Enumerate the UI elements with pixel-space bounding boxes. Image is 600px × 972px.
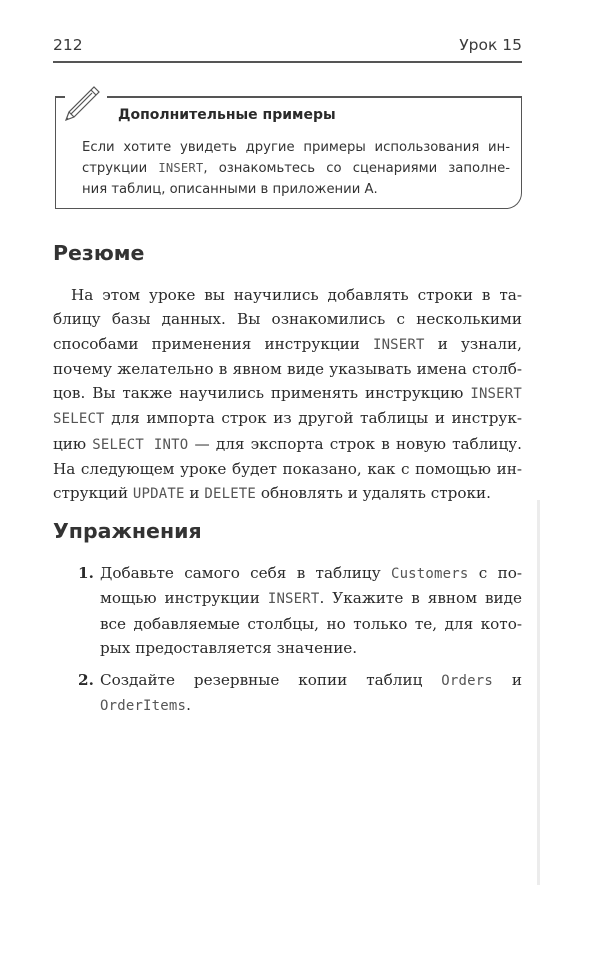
code-insert: INSERT [372,336,425,353]
paragraph-line: почему желательно в явном виде указывать имена столб- [53,359,522,378]
code-orders: Orders [441,673,493,690]
code-delete: DELETE [204,486,257,503]
exercise-item [78,668,522,719]
exercise-number: 1. [78,564,94,582]
note-body [82,137,510,200]
code-select-into: SELECT INTO [92,436,189,453]
code-update: UPDATE [132,486,185,503]
code-insert: INSERT [158,161,204,175]
pencil-icon [60,82,104,126]
code-insert: INSERT [470,386,522,403]
paragraph-line: цов. Вы также научились применять инструкцию INSERT [53,384,522,403]
exercise-list [78,561,522,727]
code-orderitems: OrderItems [100,698,187,715]
exercise-number: 2. [78,671,94,690]
page-number: 212 [53,36,83,54]
running-head [53,36,522,60]
exercise-text: Добавьте самого себя в таблицу Customers с по- мощью инструкции INSERT. Укажите в явном виде все добавляемые столбцы, но только те, для кото- рых предоставляется значение. [100,564,522,657]
scan-edge-shadow [537,500,540,885]
note-line: ния таблиц, описанными в приложении А. [82,182,378,197]
note-box-top-right-edge [107,96,522,98]
paragraph-line: струкций UPDATE и DELETE обновлять и удалять строки. [53,484,491,503]
exercise-text: Создайте резервные копии таблиц Orders и OrderItems. [100,671,523,715]
note-line: струкции INSERT, ознакомьтесь со сценариями заполне- [82,161,511,176]
paragraph-line: блицу базы данных. Вы ознакомились с несколькими [53,310,522,329]
section-heading-summary: Резюме [53,241,145,265]
code-customers: Customers [390,566,469,582]
chapter-label: Урок 15 [459,36,522,54]
paragraph-line: На следующем уроке будет показано, как с помощью ин- [53,460,522,479]
section-heading-exercises: Упражнения [53,519,202,543]
paragraph-line: цию SELECT INTO — для экспорта строк в новую таблицу. [53,434,522,453]
paragraph-line: На этом уроке вы научились добавлять строки в та- [71,286,522,304]
code-insert: INSERT [267,591,320,608]
paragraph-line: SELECT для импорта строк из другой таблицы и инструк- [53,409,522,428]
note-title: Дополнительные примеры [118,107,336,123]
code-select: SELECT [53,411,105,428]
exercise-item [78,561,522,660]
header-rule [53,61,522,63]
note-line: Если хотите увидеть другие примеры использования ин- [82,140,510,155]
paragraph-line: способами применения инструкции INSERT и узнали, [53,334,522,353]
summary-paragraph [53,283,522,507]
